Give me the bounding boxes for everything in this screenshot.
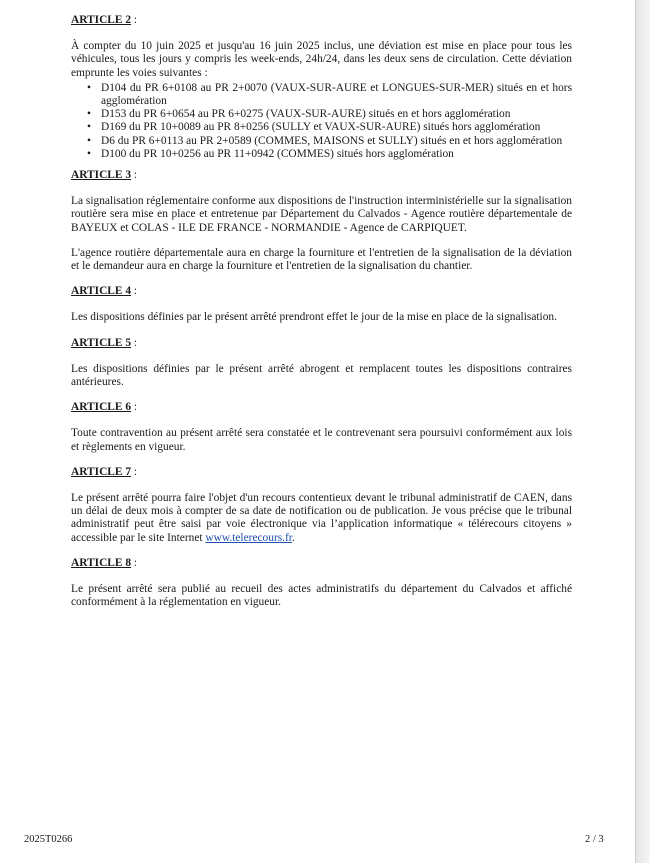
article-7-heading bbox=[71, 466, 572, 479]
article-4-heading bbox=[71, 285, 572, 298]
article-6-paragraph: Toute contravention au présent arrêté sera constatée et le contrevenant sera poursuivi conformément aux lois et règlements en vigueur. bbox=[71, 427, 572, 453]
article-5-paragraph: Les dispositions définies par le présent arrêté abrogent et remplacent toutes les dispositions contraires antérieures. bbox=[71, 362, 572, 389]
article-8-colon: : bbox=[131, 556, 138, 569]
article-3-paragraph-1: La signalisation réglementaire conforme aux dispositions de l'instruction interministérielle sur la signalisation routière sera mise en place et entretenue par Département du Calvados - Agence routière départementale de BAYEUX et COLAS - ILE DE FRANCE - NORMANDIE - Agence de CARPIQUET. bbox=[71, 195, 572, 234]
article-5-title: ARTICLE 5 bbox=[71, 336, 132, 349]
article-4-paragraph: Les dispositions définies par le présent arrêté prendront effet le jour de la mise en place de la signalisation. bbox=[71, 311, 557, 324]
article-7-title: ARTICLE 7 bbox=[71, 465, 132, 478]
deviation-route-list bbox=[71, 82, 572, 161]
article-6-colon: : bbox=[131, 401, 138, 414]
telerecours-link[interactable]: www.telerecours.fr bbox=[205, 531, 292, 544]
article-6-heading bbox=[71, 401, 572, 414]
article-5-heading bbox=[71, 337, 572, 350]
article-7-paragraph bbox=[71, 492, 572, 545]
article-5-colon: : bbox=[131, 336, 138, 349]
deviation-route-item: • D100 du PR 10+0256 au PR 11+0942 (COMMES) situés hors agglomération bbox=[101, 148, 572, 161]
deviation-route-item: • D153 du PR 6+0654 au PR 6+0275 (VAUX-SUR-AURE) situés en et hors agglomération bbox=[101, 108, 572, 121]
page-edge bbox=[635, 0, 636, 863]
article-3-colon: : bbox=[131, 169, 138, 182]
article-3-heading bbox=[71, 169, 572, 182]
article-7-colon: : bbox=[131, 465, 138, 478]
deviation-route-item: • D6 du PR 6+0113 au PR 2+0589 (COMMES, MAISONS et SULLY) situés en et hors agglomération bbox=[101, 135, 572, 148]
document-body bbox=[71, 14, 572, 622]
article-2-colon: : bbox=[131, 14, 138, 26]
article-8-title: ARTICLE 8 bbox=[71, 556, 132, 569]
article-2-heading bbox=[71, 14, 572, 27]
article-4-colon: : bbox=[131, 285, 138, 298]
page-number: 2 / 3 bbox=[585, 834, 604, 845]
article-7-text: Le présent arrêté pourra faire l'objet d'un recours contentieux devant le tribunal administratif de CAEN, dans un délai de deux mois à compter de sa date de notification ou de publication. Je vous précise que le tribunal administratif peut être saisi par voie électronique via l’application informatique « télérecours citoyens » accessible par le site Internet bbox=[71, 492, 572, 544]
deviation-route-item: • D104 du PR 6+0108 au PR 2+0070 (VAUX-SUR-AURE et LONGUES-SUR-MER) situés en et hors agglomération bbox=[101, 82, 572, 108]
article-2-intro: À compter du 10 juin 2025 et jusqu'au 16 juin 2025 inclus, une déviation est mise en place pour tous les véhicules, tous les jours y compris les week-ends, 24h/24, dans les deux sens de circulation. Cette déviation emprunte les voies suivantes : bbox=[71, 40, 572, 79]
article-7-end: . bbox=[291, 531, 295, 544]
deviation-route-item: • D169 du PR 10+0089 au PR 8+0256 (SULLY et VAUX-SUR-AURE) situés hors agglomération bbox=[101, 121, 572, 134]
document-reference: 2025T0266 bbox=[24, 834, 73, 845]
page-edge-shadow bbox=[636, 0, 650, 863]
article-8-paragraph: Le présent arrêté sera publié au recueil des actes administratifs du département du Calvados et affiché conformément à la réglementation en vigueur. bbox=[71, 583, 572, 609]
article-2-title: ARTICLE 2 bbox=[71, 14, 132, 26]
article-3-title: ARTICLE 3 bbox=[71, 169, 132, 182]
article-3-paragraph-2: L'agence routière départementale aura en charge la fourniture et l'entretien de la signalisation de la déviation et le demandeur aura en charge la fourniture et l'entretien de la signalisation du chantier. bbox=[71, 246, 572, 273]
article-6-title: ARTICLE 6 bbox=[71, 401, 132, 414]
article-4-title: ARTICLE 4 bbox=[71, 285, 132, 298]
article-8-heading bbox=[71, 557, 572, 570]
